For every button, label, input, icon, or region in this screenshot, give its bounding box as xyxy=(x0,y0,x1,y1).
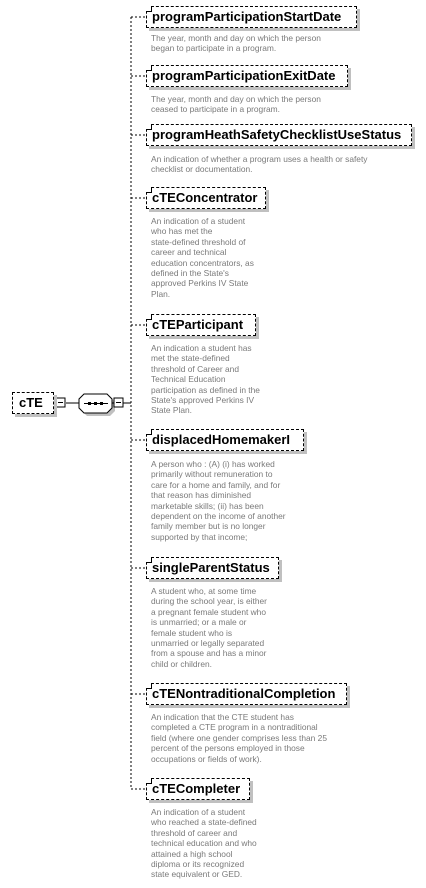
element-description: A person who : (A) (i) has worked primarily without remuneration to care for a home and family, and for that reason has diminished marketable skills; (ii) has been dependent on the income of another family member but is no longer supported by that income; xyxy=(151,459,286,542)
element-cTEParticipant[interactable]: cTEParticipant xyxy=(146,314,256,336)
element-description: An indication a student has met the state-defined threshold of Career and Technical Education participation as defined in the State's approved Perkins IV State Plan. xyxy=(151,343,260,416)
element-cTENontraditionalCompletion[interactable]: cTENontraditionalCompletion xyxy=(146,683,347,705)
element-displacedHomemakerI[interactable]: displacedHomemakerI xyxy=(146,429,304,451)
element-description: An indication of a student who has met the state-defined threshold of career and technical education concentrators, as defined in the State's approved Perkins IV State Plan. xyxy=(151,216,254,299)
element-programParticipationExitDate[interactable]: programParticipationExitDate xyxy=(146,65,348,87)
element-description: A student who, at some time during the school year, is either a pregnant female student who is unmarried; or a male or female student who is unmarried or legally separated from a spouse and has a minor child or children. xyxy=(151,586,267,669)
element-singleParentStatus[interactable]: singleParentStatus xyxy=(146,557,279,579)
root-element-cTE[interactable]: cTE xyxy=(12,392,54,414)
element-description: The year, month and day on which the person began to participate in a program. xyxy=(151,33,321,54)
element-cTECompleter[interactable]: cTECompleter xyxy=(146,778,250,800)
element-programParticipationStartDate[interactable]: programParticipationStartDate xyxy=(146,6,357,28)
element-description: An indication of whether a program uses a health or safety checklist or documentation. xyxy=(151,154,368,175)
element-programHeathSafetyChecklistUseStatus[interactable]: programHeathSafetyChecklistUseStatus xyxy=(146,124,412,146)
element-description: An indication that the CTE student has completed a CTE program in a nontraditional field (where one gender comprises less than 25 percent of the persons employed in those occupations or fields of work). xyxy=(151,712,327,764)
element-description: An indication of a student who reached a state-defined threshold of career and technical education and who attained a high school diploma or its recognized state equivalent or GED. xyxy=(151,807,257,880)
element-cTEConcentrator[interactable]: cTEConcentrator xyxy=(146,187,266,209)
element-description: The year, month and day on which the person ceased to participate in a program. xyxy=(151,94,321,115)
